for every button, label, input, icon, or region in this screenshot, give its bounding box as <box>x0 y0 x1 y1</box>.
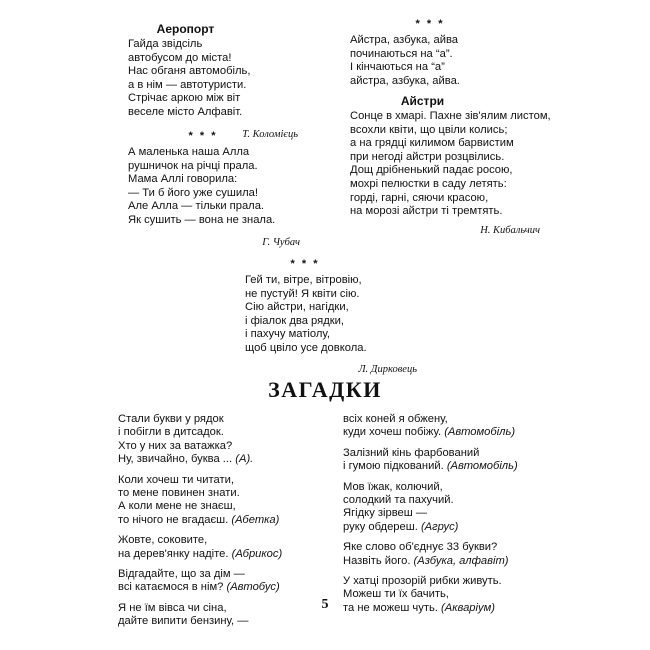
poem-line: Стрічає аркою між віт <box>128 92 241 105</box>
riddle-line: то мене повинен знати. <box>118 487 240 500</box>
riddle-line-text: всі катаємося в нім? <box>118 581 224 594</box>
riddle <box>343 447 563 474</box>
poem-line: рушничок на річці прала. <box>128 159 258 172</box>
riddle-line: Жовте, соковите, <box>118 534 208 547</box>
poem-line: Як сушить — вона не знала. <box>128 213 276 226</box>
riddle <box>343 481 563 535</box>
riddle-line <box>343 426 563 439</box>
riddle-answer: (Абетка) <box>231 513 280 526</box>
poem-lines <box>350 34 550 88</box>
riddle-answer: (А). <box>235 453 254 466</box>
riddle-line: А коли мене не знаєш, <box>118 500 236 513</box>
riddle-answer: (Азбука, алфавіт) <box>413 554 509 567</box>
riddle-line-text: та не можеш чуть. <box>343 601 438 614</box>
page-number: 5 <box>321 597 329 612</box>
poem-stars: * * * <box>188 130 218 142</box>
riddle-line-text: куди хочеш побіжу. <box>343 426 442 439</box>
poem-line: починаються на “а”. <box>350 47 453 60</box>
riddle-line-text: руку обдереш. <box>343 520 418 533</box>
poem-lines <box>128 146 308 228</box>
poem-line: а в нім — автотуристи. <box>128 78 247 91</box>
poem-line: автобусом до міста! <box>128 51 232 64</box>
poem-author: Г. Чубач <box>262 236 300 248</box>
riddle-line-text: і гумою підкований. <box>343 460 444 473</box>
riddle-line: Стали букви у рядок <box>118 413 224 425</box>
riddle-line <box>343 460 563 473</box>
poem-line: — Ти б його уже сушила! <box>128 186 258 199</box>
poem-title: Айстри <box>400 94 445 108</box>
riddle-line: Відгадайте, що за дім — <box>118 568 245 581</box>
riddle-line-text: Ну, звичайно, буква ... <box>118 453 233 466</box>
poem-lines <box>350 110 560 219</box>
poem-line: Гей ти, вітре, вітровію, <box>245 274 362 286</box>
poem-line: не пустуй! Я квіти сію. <box>245 287 360 300</box>
poem-line: Сонце в хмарі. Пахне зів'ялим листом, <box>350 110 551 122</box>
riddle-line <box>118 453 318 466</box>
poem-line: І кінчаються на “а” <box>350 61 445 74</box>
poem-line: Айстра, азбука, айва <box>350 34 459 46</box>
riddle-line: У хатці прозорій рибки живуть. <box>343 575 502 588</box>
poem-aeroport <box>128 22 308 141</box>
riddle-line: Яке слово об'єднує 33 букви? <box>343 541 498 554</box>
riddle <box>118 534 318 561</box>
poem-aistra-short <box>350 18 550 88</box>
poem-line: і пахучу матіолу, <box>245 328 330 341</box>
poem-lines <box>245 274 445 356</box>
riddle-line: Можеш ти їх бачить, <box>343 588 449 601</box>
riddle <box>118 568 318 595</box>
poem-viter <box>245 258 445 376</box>
riddle <box>118 413 318 467</box>
poem-line: горді, гарні, сяючи красою, <box>350 191 489 204</box>
poem-line: А маленька наша Алла <box>128 146 250 158</box>
riddle <box>343 413 563 440</box>
poem-line: веселе місто Алфавіт. <box>128 105 243 118</box>
poem-line: і фіалок два рядки, <box>245 314 344 327</box>
riddle-answer: (Агрус) <box>420 520 459 533</box>
riddles-heading: ЗАГАДКИ <box>268 377 382 402</box>
poem-author: Т. Коломієць <box>242 128 298 140</box>
poem-line: всохли квіти, що цвіли колись; <box>350 123 508 136</box>
poem-lines <box>128 38 308 120</box>
riddle <box>118 474 318 528</box>
poem-line: айстра, азбука, айва. <box>350 74 460 87</box>
poem-line: Нас обганя автомобіль, <box>128 65 251 78</box>
riddle-answer: (Автомобіль) <box>446 460 518 473</box>
poem-line: Мама Аллі говорила: <box>128 173 238 186</box>
poem-line: на морозі айстри ті тремтять. <box>350 205 503 218</box>
riddle-answer: (Автомобіль) <box>444 426 516 439</box>
riddle-line-text: то нічого не вгадаєш. <box>118 513 229 526</box>
riddle-line: солодкий та пахучий. <box>343 494 454 507</box>
riddle-line: дайте випити бензину, — <box>118 615 249 628</box>
poem-line: Але Алла — тільки прала. <box>128 200 265 213</box>
riddle-line: всіх коней я обжену, <box>343 413 448 425</box>
riddle <box>343 541 563 568</box>
riddle-answer: (Абрикос) <box>231 547 283 560</box>
riddle-line <box>118 514 318 527</box>
poem-line: при негоді айстри розцвілись. <box>350 150 505 163</box>
poem-line: мохрі пелюстки в саду летять: <box>350 177 507 190</box>
poem-line: Гайда звідсіль <box>128 38 203 50</box>
riddle-line-text: на дерев'янку надіте. <box>118 547 229 560</box>
poem-title: Аеропорт <box>156 22 215 36</box>
riddle-line <box>343 521 563 534</box>
riddle-line: Мов їжак, колючий, <box>343 480 443 493</box>
riddle-line: і побігли в дитсадок. <box>118 426 224 439</box>
poem-line: а на грядці килимом барвистим <box>350 137 514 150</box>
riddles-right-column <box>343 413 563 615</box>
poem-author: Л. Дирковець <box>358 363 417 375</box>
riddle-line <box>118 548 318 561</box>
riddle-line <box>118 581 318 594</box>
poem-stars: * * * <box>415 18 445 30</box>
riddle-line: Я не їм вівса чи сіна, <box>118 601 227 614</box>
poem-author: Н. Кибальчич <box>480 224 540 236</box>
riddle-answer: (Акваріум) <box>441 601 495 614</box>
poem-line: щоб цвіло усе довкола. <box>245 341 367 354</box>
poem-stars: * * * <box>290 258 320 270</box>
poem-alla <box>128 130 308 249</box>
riddle-line-text: Назвіть його. <box>343 554 411 567</box>
poem-line: Сію айстри, нагідки, <box>245 301 349 314</box>
riddle-answer: (Автобус) <box>226 581 280 594</box>
riddle-line <box>343 555 563 568</box>
poem-line: Дощ дрібненький падає росою, <box>350 164 513 177</box>
riddle-line: Хто у них за ватажка? <box>118 439 233 452</box>
riddle-line: Коли хочеш ти читати, <box>118 473 234 486</box>
riddle-line: Ягідку зірвеш — <box>343 507 428 520</box>
poem-aistry <box>350 94 560 237</box>
riddle-line: Залізний кінь фарбований <box>343 446 480 459</box>
